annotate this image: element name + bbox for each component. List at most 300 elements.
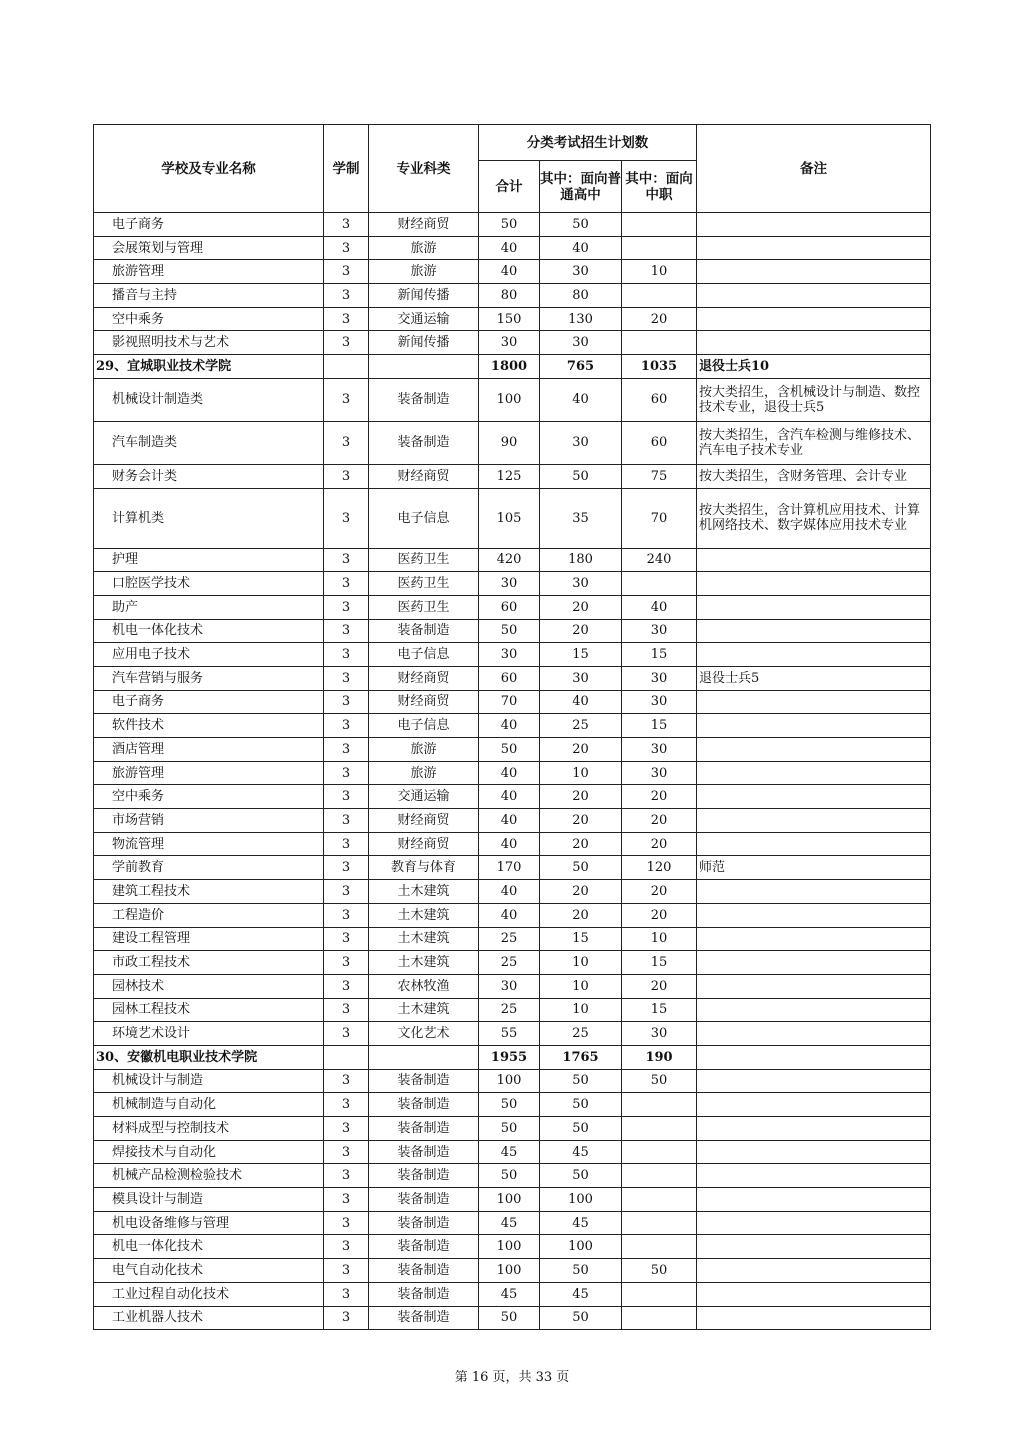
vocational-cell: 40 xyxy=(622,595,697,619)
table-row xyxy=(94,1140,931,1164)
years-cell: 3 xyxy=(324,572,369,596)
years-cell: 3 xyxy=(324,880,369,904)
table-row xyxy=(94,809,931,833)
high-school-cell: 15 xyxy=(540,643,622,667)
high-school-cell: 40 xyxy=(540,690,622,714)
school-row xyxy=(94,355,931,379)
total-cell: 25 xyxy=(479,998,540,1022)
years-cell: 3 xyxy=(324,213,369,237)
vocational-cell: 20 xyxy=(622,307,697,331)
table-row xyxy=(94,378,931,421)
note-cell: 退役士兵5 xyxy=(697,666,931,690)
years-cell: 3 xyxy=(324,595,369,619)
note-cell: 师范 xyxy=(697,856,931,880)
category-cell: 装备制造 xyxy=(369,421,479,464)
major-name-cell: 建筑工程技术 xyxy=(94,880,324,904)
table-row xyxy=(94,761,931,785)
note-cell xyxy=(697,1022,931,1046)
vocational-cell: 50 xyxy=(622,1069,697,1093)
major-name-cell: 护理 xyxy=(94,548,324,572)
note-cell xyxy=(697,548,931,572)
category-cell: 土木建筑 xyxy=(369,998,479,1022)
category-cell: 财经商贸 xyxy=(369,690,479,714)
major-name-cell: 物流管理 xyxy=(94,832,324,856)
vocational-cell: 75 xyxy=(622,464,697,488)
years-cell: 3 xyxy=(324,809,369,833)
high-school-cell: 20 xyxy=(540,619,622,643)
high-school-cell: 20 xyxy=(540,832,622,856)
table-row xyxy=(94,1211,931,1235)
high-school-cell: 25 xyxy=(540,714,622,738)
major-name-cell: 计算机类 xyxy=(94,488,324,548)
vocational-cell: 190 xyxy=(622,1045,697,1069)
total-cell: 30 xyxy=(479,974,540,998)
vocational-cell: 20 xyxy=(622,903,697,927)
total-cell: 50 xyxy=(479,213,540,237)
vocational-cell xyxy=(622,213,697,237)
vocational-cell: 70 xyxy=(622,488,697,548)
note-cell xyxy=(697,738,931,762)
years-cell: 3 xyxy=(324,619,369,643)
major-name-cell: 影视照明技术与艺术 xyxy=(94,331,324,355)
high-school-cell: 50 xyxy=(540,213,622,237)
table-row xyxy=(94,284,931,308)
category-cell: 装备制造 xyxy=(369,1188,479,1212)
major-name-cell: 空中乘务 xyxy=(94,307,324,331)
total-cell: 1955 xyxy=(479,1045,540,1069)
note-cell xyxy=(697,1117,931,1141)
note-cell xyxy=(697,331,931,355)
note-cell: 退役士兵10 xyxy=(697,355,931,379)
total-cell: 40 xyxy=(479,714,540,738)
note-cell xyxy=(697,236,931,260)
years-cell: 3 xyxy=(324,488,369,548)
total-cell: 50 xyxy=(479,738,540,762)
high-school-cell: 30 xyxy=(540,666,622,690)
high-school-cell: 50 xyxy=(540,1069,622,1093)
vocational-cell: 15 xyxy=(622,998,697,1022)
years-cell: 3 xyxy=(324,378,369,421)
table-row xyxy=(94,714,931,738)
category-cell: 电子信息 xyxy=(369,643,479,667)
category-cell: 新闻传播 xyxy=(369,331,479,355)
table-row xyxy=(94,236,931,260)
table-row xyxy=(94,488,931,548)
years-cell: 3 xyxy=(324,785,369,809)
vocational-cell xyxy=(622,236,697,260)
note-cell xyxy=(697,1235,931,1259)
total-cell: 55 xyxy=(479,1022,540,1046)
major-name-cell: 旅游管理 xyxy=(94,761,324,785)
major-name-cell: 机电一体化技术 xyxy=(94,619,324,643)
major-name-cell: 市场营销 xyxy=(94,809,324,833)
total-cell: 30 xyxy=(479,572,540,596)
years-cell: 3 xyxy=(324,666,369,690)
category-cell: 装备制造 xyxy=(369,1164,479,1188)
table-row xyxy=(94,1022,931,1046)
high-school-cell: 30 xyxy=(540,260,622,284)
years-cell: 3 xyxy=(324,1093,369,1117)
header-years: 学制 xyxy=(324,125,369,213)
major-name-cell: 旅游管理 xyxy=(94,260,324,284)
note-cell xyxy=(697,903,931,927)
total-cell: 50 xyxy=(479,619,540,643)
table-row xyxy=(94,307,931,331)
years-cell: 3 xyxy=(324,643,369,667)
major-name-cell: 机械制造与自动化 xyxy=(94,1093,324,1117)
total-cell: 170 xyxy=(479,856,540,880)
total-cell: 80 xyxy=(479,284,540,308)
total-cell: 100 xyxy=(479,1259,540,1283)
vocational-cell: 60 xyxy=(622,421,697,464)
table-row xyxy=(94,1306,931,1330)
category-cell: 财经商贸 xyxy=(369,809,479,833)
high-school-cell: 50 xyxy=(540,1093,622,1117)
category-cell: 医药卫生 xyxy=(369,595,479,619)
note-cell xyxy=(697,714,931,738)
major-name-cell: 工业过程自动化技术 xyxy=(94,1282,324,1306)
total-cell: 40 xyxy=(479,809,540,833)
note-cell xyxy=(697,1211,931,1235)
category-cell: 旅游 xyxy=(369,260,479,284)
category-cell: 农林牧渔 xyxy=(369,974,479,998)
total-cell: 30 xyxy=(479,643,540,667)
category-cell: 电子信息 xyxy=(369,488,479,548)
major-name-cell: 汽车营销与服务 xyxy=(94,666,324,690)
vocational-cell xyxy=(622,1188,697,1212)
high-school-cell: 45 xyxy=(540,1211,622,1235)
high-school-cell: 50 xyxy=(540,1117,622,1141)
category-cell: 电子信息 xyxy=(369,714,479,738)
header-school-major-name: 学校及专业名称 xyxy=(94,125,324,213)
total-cell: 40 xyxy=(479,903,540,927)
category-cell: 装备制造 xyxy=(369,1117,479,1141)
note-cell xyxy=(697,927,931,951)
major-name-cell: 机械产品检测检验技术 xyxy=(94,1164,324,1188)
category-cell: 财经商贸 xyxy=(369,464,479,488)
years-cell: 3 xyxy=(324,761,369,785)
high-school-cell: 25 xyxy=(540,1022,622,1046)
high-school-cell: 10 xyxy=(540,974,622,998)
vocational-cell xyxy=(622,331,697,355)
total-cell: 40 xyxy=(479,260,540,284)
category-cell: 教育与体育 xyxy=(369,856,479,880)
high-school-cell: 15 xyxy=(540,927,622,951)
note-cell xyxy=(697,1282,931,1306)
total-cell: 25 xyxy=(479,951,540,975)
category-cell: 装备制造 xyxy=(369,619,479,643)
years-cell: 3 xyxy=(324,260,369,284)
years-cell: 3 xyxy=(324,284,369,308)
note-cell xyxy=(697,998,931,1022)
major-name-cell: 助产 xyxy=(94,595,324,619)
table-row xyxy=(94,903,931,927)
note-cell xyxy=(697,690,931,714)
years-cell: 3 xyxy=(324,856,369,880)
total-cell: 50 xyxy=(479,1093,540,1117)
table-row xyxy=(94,951,931,975)
total-cell: 40 xyxy=(479,761,540,785)
table-row xyxy=(94,421,931,464)
table-row xyxy=(94,785,931,809)
major-name-cell: 环境艺术设计 xyxy=(94,1022,324,1046)
vocational-cell: 20 xyxy=(622,832,697,856)
years-cell: 3 xyxy=(324,331,369,355)
major-name-cell: 酒店管理 xyxy=(94,738,324,762)
high-school-cell: 30 xyxy=(540,421,622,464)
vocational-cell: 30 xyxy=(622,1022,697,1046)
category-cell: 装备制造 xyxy=(369,1235,479,1259)
high-school-cell: 30 xyxy=(540,572,622,596)
table-row xyxy=(94,1235,931,1259)
total-cell: 40 xyxy=(479,236,540,260)
table-row xyxy=(94,260,931,284)
years-cell: 3 xyxy=(324,548,369,572)
major-name-cell: 电气自动化技术 xyxy=(94,1259,324,1283)
category-cell: 财经商贸 xyxy=(369,832,479,856)
note-cell xyxy=(697,951,931,975)
vocational-cell: 120 xyxy=(622,856,697,880)
years-cell: 3 xyxy=(324,1164,369,1188)
high-school-cell: 20 xyxy=(540,880,622,904)
years-cell xyxy=(324,355,369,379)
category-cell: 土木建筑 xyxy=(369,880,479,904)
note-cell xyxy=(697,974,931,998)
category-cell: 旅游 xyxy=(369,236,479,260)
vocational-cell xyxy=(622,1282,697,1306)
vocational-cell: 60 xyxy=(622,378,697,421)
note-cell xyxy=(697,1164,931,1188)
table-row xyxy=(94,1093,931,1117)
high-school-cell: 130 xyxy=(540,307,622,331)
years-cell: 3 xyxy=(324,738,369,762)
years-cell: 3 xyxy=(324,714,369,738)
vocational-cell xyxy=(622,1140,697,1164)
vocational-cell: 15 xyxy=(622,951,697,975)
years-cell: 3 xyxy=(324,421,369,464)
high-school-cell: 1765 xyxy=(540,1045,622,1069)
table-row xyxy=(94,974,931,998)
note-cell: 按大类招生，含机械设计与制造、数控技术专业，退役士兵5 xyxy=(697,378,931,421)
total-cell: 1800 xyxy=(479,355,540,379)
category-cell: 医药卫生 xyxy=(369,548,479,572)
table-row xyxy=(94,880,931,904)
vocational-cell: 1035 xyxy=(622,355,697,379)
category-cell: 旅游 xyxy=(369,738,479,762)
years-cell xyxy=(324,1045,369,1069)
years-cell: 3 xyxy=(324,1306,369,1330)
major-name-cell: 会展策划与管理 xyxy=(94,236,324,260)
total-cell: 30 xyxy=(479,331,540,355)
major-name-cell: 材料成型与控制技术 xyxy=(94,1117,324,1141)
table-row xyxy=(94,1259,931,1283)
high-school-cell: 50 xyxy=(540,1259,622,1283)
category-cell: 旅游 xyxy=(369,761,479,785)
table-row xyxy=(94,1069,931,1093)
major-name-cell: 29、宜城职业技术学院 xyxy=(94,355,324,379)
vocational-cell xyxy=(622,1117,697,1141)
high-school-cell: 100 xyxy=(540,1188,622,1212)
high-school-cell: 45 xyxy=(540,1282,622,1306)
vocational-cell xyxy=(622,572,697,596)
years-cell: 3 xyxy=(324,1069,369,1093)
category-cell: 财经商贸 xyxy=(369,666,479,690)
major-name-cell: 工程造价 xyxy=(94,903,324,927)
high-school-cell: 20 xyxy=(540,595,622,619)
note-cell xyxy=(697,572,931,596)
note-cell xyxy=(697,1093,931,1117)
note-cell xyxy=(697,1069,931,1093)
years-cell: 3 xyxy=(324,832,369,856)
note-cell xyxy=(697,307,931,331)
total-cell: 100 xyxy=(479,1235,540,1259)
major-name-cell: 财务会计类 xyxy=(94,464,324,488)
total-cell: 50 xyxy=(479,1164,540,1188)
years-cell: 3 xyxy=(324,1188,369,1212)
high-school-cell: 50 xyxy=(540,1164,622,1188)
vocational-cell: 30 xyxy=(622,666,697,690)
category-cell: 新闻传播 xyxy=(369,284,479,308)
vocational-cell: 30 xyxy=(622,619,697,643)
table-row xyxy=(94,927,931,951)
vocational-cell: 20 xyxy=(622,809,697,833)
page-number: 第 16 页，共 33 页 xyxy=(454,1370,570,1385)
major-name-cell: 30、安徽机电职业技术学院 xyxy=(94,1045,324,1069)
years-cell: 3 xyxy=(324,974,369,998)
vocational-cell: 15 xyxy=(622,643,697,667)
years-cell: 3 xyxy=(324,951,369,975)
total-cell: 100 xyxy=(479,378,540,421)
years-cell: 3 xyxy=(324,236,369,260)
high-school-cell: 50 xyxy=(540,856,622,880)
vocational-cell: 15 xyxy=(622,714,697,738)
table-row xyxy=(94,832,931,856)
category-cell: 文化艺术 xyxy=(369,1022,479,1046)
category-cell: 装备制造 xyxy=(369,1093,479,1117)
major-name-cell: 软件技术 xyxy=(94,714,324,738)
header-note: 备注 xyxy=(697,125,931,213)
note-cell xyxy=(697,1140,931,1164)
table-row xyxy=(94,1117,931,1141)
table-row xyxy=(94,738,931,762)
note-cell xyxy=(697,785,931,809)
major-name-cell: 模具设计与制造 xyxy=(94,1188,324,1212)
vocational-cell xyxy=(622,284,697,308)
major-name-cell: 空中乘务 xyxy=(94,785,324,809)
table-row xyxy=(94,464,931,488)
note-cell xyxy=(697,832,931,856)
table-row xyxy=(94,690,931,714)
note-cell xyxy=(697,809,931,833)
major-name-cell: 机械设计制造类 xyxy=(94,378,324,421)
header-vocational: 其中：面向中职 xyxy=(622,161,697,213)
high-school-cell: 45 xyxy=(540,1140,622,1164)
note-cell xyxy=(697,213,931,237)
category-cell: 装备制造 xyxy=(369,1069,479,1093)
table-row xyxy=(94,619,931,643)
category-cell: 财经商贸 xyxy=(369,213,479,237)
total-cell: 45 xyxy=(479,1140,540,1164)
years-cell: 3 xyxy=(324,690,369,714)
total-cell: 125 xyxy=(479,464,540,488)
vocational-cell xyxy=(622,1093,697,1117)
total-cell: 40 xyxy=(479,832,540,856)
vocational-cell: 20 xyxy=(622,880,697,904)
high-school-cell: 50 xyxy=(540,464,622,488)
total-cell: 40 xyxy=(479,880,540,904)
vocational-cell: 10 xyxy=(622,260,697,284)
high-school-cell: 20 xyxy=(540,785,622,809)
note-cell: 按大类招生，含汽车检测与维修技术、汽车电子技术专业 xyxy=(697,421,931,464)
category-cell: 土木建筑 xyxy=(369,951,479,975)
vocational-cell: 240 xyxy=(622,548,697,572)
note-cell: 按大类招生，含计算机应用技术、计算机网络技术、数字媒体应用技术专业 xyxy=(697,488,931,548)
table-row xyxy=(94,331,931,355)
table-row xyxy=(94,1188,931,1212)
table-row xyxy=(94,595,931,619)
category-cell: 医药卫生 xyxy=(369,572,479,596)
table-row xyxy=(94,666,931,690)
high-school-cell: 40 xyxy=(540,378,622,421)
major-name-cell: 应用电子技术 xyxy=(94,643,324,667)
note-cell xyxy=(697,284,931,308)
major-name-cell: 工业机器人技术 xyxy=(94,1306,324,1330)
major-name-cell: 汽车制造类 xyxy=(94,421,324,464)
vocational-cell xyxy=(622,1306,697,1330)
category-cell: 交通运输 xyxy=(369,307,479,331)
high-school-cell: 180 xyxy=(540,548,622,572)
category-cell: 土木建筑 xyxy=(369,927,479,951)
years-cell: 3 xyxy=(324,464,369,488)
years-cell: 3 xyxy=(324,1117,369,1141)
major-name-cell: 电子商务 xyxy=(94,213,324,237)
high-school-cell: 10 xyxy=(540,951,622,975)
table-row xyxy=(94,998,931,1022)
vocational-cell: 50 xyxy=(622,1259,697,1283)
high-school-cell: 20 xyxy=(540,809,622,833)
years-cell: 3 xyxy=(324,1282,369,1306)
years-cell: 3 xyxy=(324,1235,369,1259)
note-cell xyxy=(697,643,931,667)
table-row xyxy=(94,572,931,596)
high-school-cell: 100 xyxy=(540,1235,622,1259)
category-cell: 土木建筑 xyxy=(369,903,479,927)
header-high-school: 其中：面向普通高中 xyxy=(540,161,622,213)
years-cell: 3 xyxy=(324,1211,369,1235)
total-cell: 150 xyxy=(479,307,540,331)
table-row xyxy=(94,856,931,880)
total-cell: 90 xyxy=(479,421,540,464)
table-row xyxy=(94,1282,931,1306)
header-category: 专业科类 xyxy=(369,125,479,213)
major-name-cell: 园林工程技术 xyxy=(94,998,324,1022)
high-school-cell: 35 xyxy=(540,488,622,548)
years-cell: 3 xyxy=(324,998,369,1022)
major-name-cell: 机电一体化技术 xyxy=(94,1235,324,1259)
years-cell: 3 xyxy=(324,927,369,951)
high-school-cell: 50 xyxy=(540,1306,622,1330)
table-body xyxy=(94,213,931,1330)
major-name-cell: 学前教育 xyxy=(94,856,324,880)
table-row xyxy=(94,1164,931,1188)
years-cell: 3 xyxy=(324,903,369,927)
category-cell: 装备制造 xyxy=(369,1282,479,1306)
vocational-cell xyxy=(622,1211,697,1235)
major-name-cell: 焊接技术与自动化 xyxy=(94,1140,324,1164)
note-cell xyxy=(697,1259,931,1283)
high-school-cell: 30 xyxy=(540,331,622,355)
total-cell: 45 xyxy=(479,1282,540,1306)
